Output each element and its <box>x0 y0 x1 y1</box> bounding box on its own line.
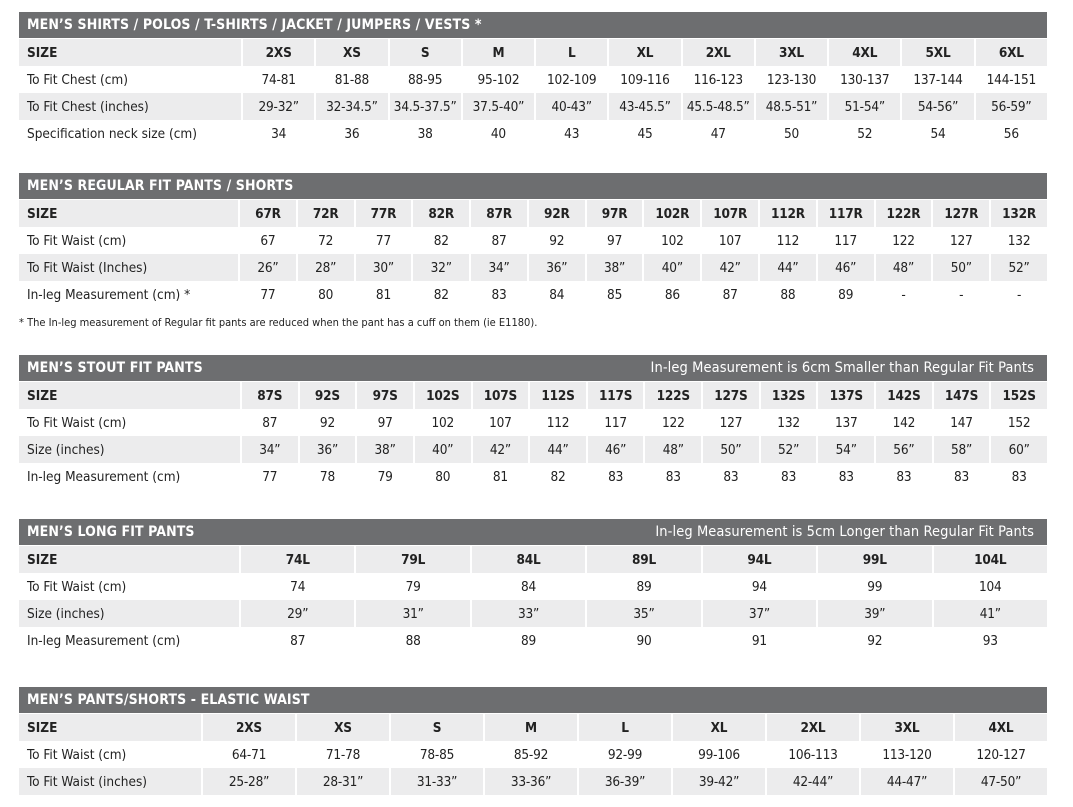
row-label: To Fit Chest (cm) <box>19 66 241 93</box>
table-cell: 127 <box>931 227 989 254</box>
table-cell: 95-102 <box>461 66 534 93</box>
regular-pants-table <box>19 173 1047 308</box>
size-header-cell: 107S <box>471 382 529 409</box>
row-label: In-leg Measurement (cm) <box>19 463 240 490</box>
table-cell: 93 <box>932 627 1047 654</box>
table-cell: 25-28” <box>201 768 295 795</box>
row-label: SIZE <box>19 546 239 573</box>
size-header-cell: L <box>577 714 671 741</box>
table-row <box>19 66 1047 93</box>
table-row <box>19 627 1047 654</box>
table-cell: 85 <box>585 281 643 308</box>
table-cell: 137-144 <box>900 66 973 93</box>
size-header-cell: 5XL <box>900 39 973 66</box>
table-cell: 109-116 <box>607 66 680 93</box>
table-cell: 40-43” <box>534 93 607 120</box>
size-header-cell: 102S <box>413 382 471 409</box>
size-header-cell: L <box>534 39 607 66</box>
size-header-cell: 132R <box>989 200 1047 227</box>
table-cell: 83 <box>586 463 644 490</box>
size-header-cell: 127R <box>931 200 989 227</box>
size-header-cell: S <box>389 714 483 741</box>
size-header-cell: XS <box>295 714 389 741</box>
table-cell: 38 <box>388 120 461 147</box>
table-cell: 34” <box>469 254 527 281</box>
row-label: SIZE <box>19 714 201 741</box>
table-cell: 83 <box>701 463 759 490</box>
table-cell: 122 <box>874 227 932 254</box>
size-header-cell: 4XL <box>827 39 900 66</box>
long-pants-table <box>19 519 1047 654</box>
row-label: SIZE <box>19 39 241 66</box>
table-cell: 83 <box>643 463 701 490</box>
row-label: In-leg Measurement (cm) <box>19 627 239 654</box>
size-header-cell: 2XS <box>241 39 314 66</box>
table-cell: 127 <box>701 409 759 436</box>
table-cell: - <box>874 281 932 308</box>
size-header-cell: 117S <box>586 382 644 409</box>
table-row <box>19 281 1047 308</box>
size-header-cell: 82R <box>411 200 469 227</box>
table-cell: 33” <box>470 600 585 627</box>
size-header-cell: 4XL <box>953 714 1047 741</box>
table-cell: 31-33” <box>389 768 483 795</box>
section-header <box>19 687 1047 713</box>
shirts-table <box>19 12 1047 147</box>
table-cell: 39” <box>816 600 931 627</box>
table-cell: 54” <box>816 436 874 463</box>
table-cell: 50” <box>701 436 759 463</box>
table-cell: 85-92 <box>483 741 577 768</box>
size-header-cell: 94L <box>701 546 816 573</box>
table-cell: 82 <box>411 227 469 254</box>
size-header-cell: 6XL <box>974 39 1047 66</box>
table-cell: 36-39” <box>577 768 671 795</box>
size-header-cell: 107R <box>700 200 758 227</box>
row-label: To Fit Waist (cm) <box>19 409 240 436</box>
table-cell: 29-32” <box>241 93 314 120</box>
table-cell: 99-106 <box>671 741 765 768</box>
table-cell: 137 <box>816 409 874 436</box>
table-cell: 74 <box>239 573 354 600</box>
table-cell: 104 <box>932 573 1047 600</box>
table-cell: 35” <box>585 600 700 627</box>
table-cell: 45 <box>607 120 680 147</box>
table-cell: 43 <box>534 120 607 147</box>
size-header-cell: 84L <box>470 546 585 573</box>
table-cell: 45.5-48.5” <box>681 93 754 120</box>
size-header-cell: 112S <box>528 382 586 409</box>
table-cell: 30” <box>354 254 412 281</box>
table-cell: 94 <box>701 573 816 600</box>
table-row <box>19 768 1047 795</box>
size-header-cell: 2XS <box>201 714 295 741</box>
row-label: To Fit Waist (Inches) <box>19 254 238 281</box>
size-table <box>19 714 1047 795</box>
table-cell: 52” <box>759 436 817 463</box>
table-cell: 82 <box>528 463 586 490</box>
table-cell: 123-130 <box>754 66 827 93</box>
size-header-cell: 2XL <box>681 39 754 66</box>
table-cell: 47-50” <box>953 768 1047 795</box>
table-cell: 54 <box>900 120 973 147</box>
size-header-cell: 104L <box>932 546 1047 573</box>
table-cell: 60” <box>989 436 1047 463</box>
elastic-waist-table <box>19 687 1047 795</box>
table-cell: 78-85 <box>389 741 483 768</box>
size-header-cell: 99L <box>816 546 931 573</box>
table-cell: 102 <box>642 227 700 254</box>
table-cell: 117 <box>816 227 874 254</box>
size-header-cell: 3XL <box>859 714 953 741</box>
size-header-cell: 122R <box>874 200 932 227</box>
table-cell: 44-47” <box>859 768 953 795</box>
header-row <box>19 39 1047 66</box>
table-cell: 78 <box>298 463 356 490</box>
section-note: In-leg Measurement is 6cm Smaller than Regular Fit Pants <box>650 360 1034 376</box>
table-cell: 92-99 <box>577 741 671 768</box>
table-cell: - <box>931 281 989 308</box>
table-cell: 84 <box>470 573 585 600</box>
section-title: MEN’S STOUT FIT PANTS <box>27 360 203 376</box>
table-cell: 43-45.5” <box>607 93 680 120</box>
table-cell: 97 <box>585 227 643 254</box>
table-cell: 52 <box>827 120 900 147</box>
table-cell: 51-54” <box>827 93 900 120</box>
table-cell: 50 <box>754 120 827 147</box>
table-row <box>19 120 1047 147</box>
table-cell: 32-34.5” <box>314 93 387 120</box>
table-cell: 64-71 <box>201 741 295 768</box>
size-header-cell: 117R <box>816 200 874 227</box>
table-cell: 83 <box>759 463 817 490</box>
table-cell: 48.5-51” <box>754 93 827 120</box>
table-cell: 82 <box>411 281 469 308</box>
table-cell: 42” <box>471 436 529 463</box>
size-header-cell: 87R <box>469 200 527 227</box>
regular-fit-footnote: * The In-leg measurement of Regular fit pants are reduced when the pant has a cuff on them (ie E1180). <box>19 316 538 329</box>
table-cell: 83 <box>816 463 874 490</box>
table-cell: 38” <box>585 254 643 281</box>
table-row <box>19 573 1047 600</box>
table-row <box>19 600 1047 627</box>
table-cell: 99 <box>816 573 931 600</box>
table-cell: 38” <box>355 436 413 463</box>
row-label: To Fit Chest (inches) <box>19 93 241 120</box>
size-header-cell: S <box>388 39 461 66</box>
table-cell: 120-127 <box>953 741 1047 768</box>
table-row <box>19 409 1047 436</box>
table-cell: 152 <box>989 409 1047 436</box>
section-header <box>19 173 1047 199</box>
table-cell: 81 <box>471 463 529 490</box>
table-cell: 106-113 <box>765 741 859 768</box>
size-header-cell: 74L <box>239 546 354 573</box>
table-cell: 107 <box>471 409 529 436</box>
table-cell: 89 <box>816 281 874 308</box>
table-cell: 132 <box>759 409 817 436</box>
table-cell: 77 <box>354 227 412 254</box>
size-header-cell: M <box>461 39 534 66</box>
table-cell: 84 <box>527 281 585 308</box>
table-cell: 102-109 <box>534 66 607 93</box>
table-cell: 42” <box>700 254 758 281</box>
table-cell: 80 <box>413 463 471 490</box>
size-header-cell: 102R <box>642 200 700 227</box>
size-header-cell: 137S <box>816 382 874 409</box>
table-cell: 46” <box>586 436 644 463</box>
table-cell: 33-36” <box>483 768 577 795</box>
table-cell: 83 <box>989 463 1047 490</box>
table-cell: 39-42” <box>671 768 765 795</box>
table-cell: 71-78 <box>295 741 389 768</box>
table-cell: 37” <box>701 600 816 627</box>
table-row <box>19 254 1047 281</box>
table-cell: 28” <box>296 254 354 281</box>
table-cell: 40” <box>642 254 700 281</box>
table-cell: 36” <box>298 436 356 463</box>
table-cell: 88-95 <box>388 66 461 93</box>
table-cell: 36 <box>314 120 387 147</box>
table-cell: 87 <box>240 409 298 436</box>
table-cell: 88 <box>758 281 816 308</box>
table-row <box>19 463 1047 490</box>
table-cell: 77 <box>240 463 298 490</box>
table-cell: 83 <box>469 281 527 308</box>
row-label: In-leg Measurement (cm) * <box>19 281 238 308</box>
table-cell: 122 <box>643 409 701 436</box>
table-cell: 31” <box>354 600 469 627</box>
size-table <box>19 546 1047 654</box>
size-header-cell: 89L <box>585 546 700 573</box>
table-cell: 81-88 <box>314 66 387 93</box>
table-cell: 83 <box>874 463 932 490</box>
table-cell: 116-123 <box>681 66 754 93</box>
size-header-cell: 132S <box>759 382 817 409</box>
table-cell: 83 <box>932 463 990 490</box>
table-cell: - <box>989 281 1047 308</box>
table-cell: 90 <box>585 627 700 654</box>
size-header-cell: 127S <box>701 382 759 409</box>
table-cell: 92 <box>527 227 585 254</box>
table-cell: 34” <box>240 436 298 463</box>
table-cell: 81 <box>354 281 412 308</box>
row-label: Size (inches) <box>19 436 240 463</box>
size-header-cell: 112R <box>758 200 816 227</box>
table-cell: 77 <box>238 281 296 308</box>
table-cell: 50” <box>931 254 989 281</box>
section-title: MEN’S LONG FIT PANTS <box>27 524 195 540</box>
row-label: SIZE <box>19 200 238 227</box>
table-cell: 132 <box>989 227 1047 254</box>
size-header-cell: XS <box>314 39 387 66</box>
table-row <box>19 227 1047 254</box>
section-header <box>19 12 1047 38</box>
table-cell: 54-56” <box>900 93 973 120</box>
table-cell: 97 <box>355 409 413 436</box>
section-header <box>19 519 1047 545</box>
table-cell: 56 <box>974 120 1047 147</box>
table-cell: 86 <box>642 281 700 308</box>
size-header-cell: 72R <box>296 200 354 227</box>
table-row <box>19 436 1047 463</box>
table-cell: 79 <box>354 573 469 600</box>
table-cell: 37.5-40” <box>461 93 534 120</box>
table-cell: 34.5-37.5” <box>388 93 461 120</box>
size-header-cell: 67R <box>238 200 296 227</box>
row-label: To Fit Waist (inches) <box>19 768 201 795</box>
table-cell: 40” <box>413 436 471 463</box>
table-cell: 87 <box>239 627 354 654</box>
table-cell: 79 <box>355 463 413 490</box>
section-title: MEN’S PANTS/SHORTS - ELASTIC WAIST <box>27 692 310 708</box>
header-row <box>19 200 1047 227</box>
table-cell: 74-81 <box>241 66 314 93</box>
table-cell: 34 <box>241 120 314 147</box>
table-cell: 92 <box>816 627 931 654</box>
section-note: In-leg Measurement is 5cm Longer than Regular Fit Pants <box>655 524 1034 540</box>
table-cell: 88 <box>354 627 469 654</box>
size-table <box>19 382 1047 490</box>
size-header-cell: 147S <box>932 382 990 409</box>
size-header-cell: 92S <box>298 382 356 409</box>
size-header-cell: 79L <box>354 546 469 573</box>
table-cell: 56-59” <box>974 93 1047 120</box>
header-row <box>19 714 1047 741</box>
stout-pants-table <box>19 355 1047 490</box>
table-cell: 44” <box>528 436 586 463</box>
table-cell: 80 <box>296 281 354 308</box>
table-cell: 112 <box>528 409 586 436</box>
size-header-cell: 92R <box>527 200 585 227</box>
table-cell: 117 <box>586 409 644 436</box>
size-header-cell: XL <box>671 714 765 741</box>
table-cell: 48” <box>643 436 701 463</box>
table-cell: 92 <box>298 409 356 436</box>
table-cell: 87 <box>469 227 527 254</box>
table-cell: 91 <box>701 627 816 654</box>
row-label: SIZE <box>19 382 240 409</box>
size-table <box>19 200 1047 308</box>
table-cell: 56” <box>874 436 932 463</box>
table-row <box>19 93 1047 120</box>
size-header-cell: 2XL <box>765 714 859 741</box>
section-title: MEN’S REGULAR FIT PANTS / SHORTS <box>27 178 294 194</box>
table-cell: 67 <box>238 227 296 254</box>
table-cell: 48” <box>874 254 932 281</box>
table-cell: 113-120 <box>859 741 953 768</box>
table-cell: 102 <box>413 409 471 436</box>
table-cell: 58” <box>932 436 990 463</box>
size-header-cell: 152S <box>989 382 1047 409</box>
table-cell: 36” <box>527 254 585 281</box>
table-cell: 112 <box>758 227 816 254</box>
row-label: Specification neck size (cm) <box>19 120 241 147</box>
table-cell: 40 <box>461 120 534 147</box>
row-label: To Fit Waist (cm) <box>19 741 201 768</box>
size-header-cell: 87S <box>240 382 298 409</box>
table-cell: 144-151 <box>974 66 1047 93</box>
size-header-cell: 3XL <box>754 39 827 66</box>
header-row <box>19 382 1047 409</box>
table-cell: 44” <box>758 254 816 281</box>
table-cell: 89 <box>470 627 585 654</box>
size-header-cell: 97S <box>355 382 413 409</box>
table-cell: 87 <box>700 281 758 308</box>
header-row <box>19 546 1047 573</box>
section-header <box>19 355 1047 381</box>
size-header-cell: M <box>483 714 577 741</box>
section-title: MEN’S SHIRTS / POLOS / T-SHIRTS / JACKET / JUMPERS / VESTS * <box>27 17 482 33</box>
table-cell: 52” <box>989 254 1047 281</box>
size-header-cell: XL <box>607 39 680 66</box>
table-row <box>19 741 1047 768</box>
table-cell: 142 <box>874 409 932 436</box>
table-cell: 47 <box>681 120 754 147</box>
row-label: To Fit Waist (cm) <box>19 227 238 254</box>
table-cell: 32” <box>411 254 469 281</box>
table-cell: 130-137 <box>827 66 900 93</box>
table-cell: 147 <box>932 409 990 436</box>
size-table <box>19 39 1047 147</box>
table-cell: 46” <box>816 254 874 281</box>
table-cell: 29” <box>239 600 354 627</box>
table-cell: 107 <box>700 227 758 254</box>
size-header-cell: 97R <box>585 200 643 227</box>
table-cell: 72 <box>296 227 354 254</box>
row-label: To Fit Waist (cm) <box>19 573 239 600</box>
table-cell: 42-44” <box>765 768 859 795</box>
size-header-cell: 77R <box>354 200 412 227</box>
table-cell: 41” <box>932 600 1047 627</box>
row-label: Size (inches) <box>19 600 239 627</box>
size-header-cell: 122S <box>643 382 701 409</box>
size-header-cell: 142S <box>874 382 932 409</box>
table-cell: 89 <box>585 573 700 600</box>
table-cell: 26” <box>238 254 296 281</box>
table-cell: 28-31” <box>295 768 389 795</box>
